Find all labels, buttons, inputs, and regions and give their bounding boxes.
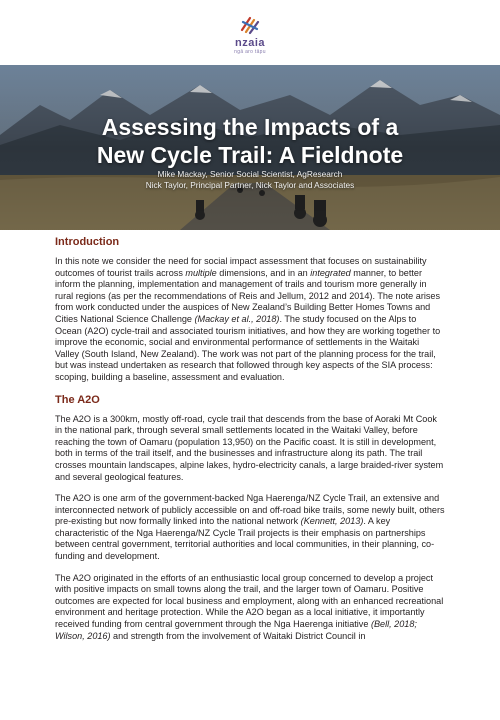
author-2: Nick Taylor, Principal Partner, Nick Taylor and Associates xyxy=(145,180,355,190)
paragraph-a2o-1: The A2O is a 300km, mostly off-road, cycle trail that descends from the base of Aoraki Mt Cook in the national park, through several small settlements located in the Waitaki Valley, before reaching the town of Oamaru (population 13,950) on the Pacific coast. It is still in development, both in terms of the trail itself, and the businesses and infrastructure along its path. The trail crosses mountain landscapes, alpine lakes, hydro-electricity canals, a large braided-river system and several geological features. xyxy=(55,413,444,482)
italic-run: multiple xyxy=(185,267,217,278)
document-body xyxy=(55,236,445,652)
citation: (Bell, 2018; Wilson, 2016) xyxy=(55,619,417,641)
text-run: The A2O is one arm of the government-backed Nga Haerenga/NZ Cycle Trail, an extensive and interconnected network of publicly accessible on and off-road bike trails, some newly built, others pre-existing but now formally linked into the national network xyxy=(55,493,445,527)
document-title xyxy=(0,113,500,169)
authors-block xyxy=(0,169,500,191)
text-run: In this note we consider the need for social impact assessment that focuses on sustainability outcomes of tourist trails across xyxy=(55,256,427,278)
logo-mark-icon xyxy=(239,14,261,36)
text-run: . A key characteristic of the Nga Haerenga/NZ Cycle Trail projects is their emphasis on partnerships between central government, territorial authorities and local communities, in their planning, co-funding and development. xyxy=(55,516,435,562)
logo-tagline: ngā aro tāpu xyxy=(234,49,266,55)
nzaia-logo xyxy=(0,14,500,55)
citation: (Mackay et al., 2018) xyxy=(194,313,280,324)
text-run: The A2O originated in the efforts of an enthusiastic local group concerned to develop a project with positive impacts on small towns along the trail, and the larger town of Oamaru. Positive outcomes are expected for local business and employment, along with an enhanced recreational environment and heritage protection. While the A2O began as a local initiative, it importantly received funding from central government through the Nga Haerenga initiative xyxy=(55,572,444,630)
hero-banner xyxy=(0,65,500,230)
italic-run: integrated xyxy=(310,267,351,278)
paragraph-a2o-3 xyxy=(55,573,445,643)
text-run: and strength from the involvement of Waitaki District Council in xyxy=(110,630,366,641)
heading-a2o: The A2O xyxy=(55,393,100,406)
paragraph-intro xyxy=(55,256,445,384)
text-run: dimensions, and in an xyxy=(216,267,311,278)
author-1: Mike Mackay, Senior Social Scientist, AgResearch xyxy=(157,169,343,179)
paragraph-a2o-2 xyxy=(55,493,445,563)
text-run: . The study focused on the Alps to Ocean (A2O) cycle-trail and associated tourism initiatives, and how they are working together to improve the economic, social and environmental performance of settlements in the Waitaki Valley (South Island, New Zealand). The work was not part of the planning process for the trail, but was instead undertaken as research that followed through key aspects of the SIA process: scoping, building a baseline, assessment and evaluation. xyxy=(55,313,441,382)
title-line-1: Assessing the Impacts of a xyxy=(101,114,399,140)
logo-name: nzaia xyxy=(234,37,265,49)
citation: (Kennett, 2013) xyxy=(300,516,364,527)
text-run: manner, to better inform the planning, implementation and management of trails and tourism more generally in rural regions (as per the recommendations of Reis and Jellum, 2012 and 2014). The note arises from work conducted under the auspices of New Zealand’s Building Better Homes Towns and Cities National Science Challenge xyxy=(55,267,441,324)
heading-introduction: Introduction xyxy=(55,236,120,248)
title-line-2: New Cycle Trail: A Fieldnote xyxy=(96,142,404,168)
